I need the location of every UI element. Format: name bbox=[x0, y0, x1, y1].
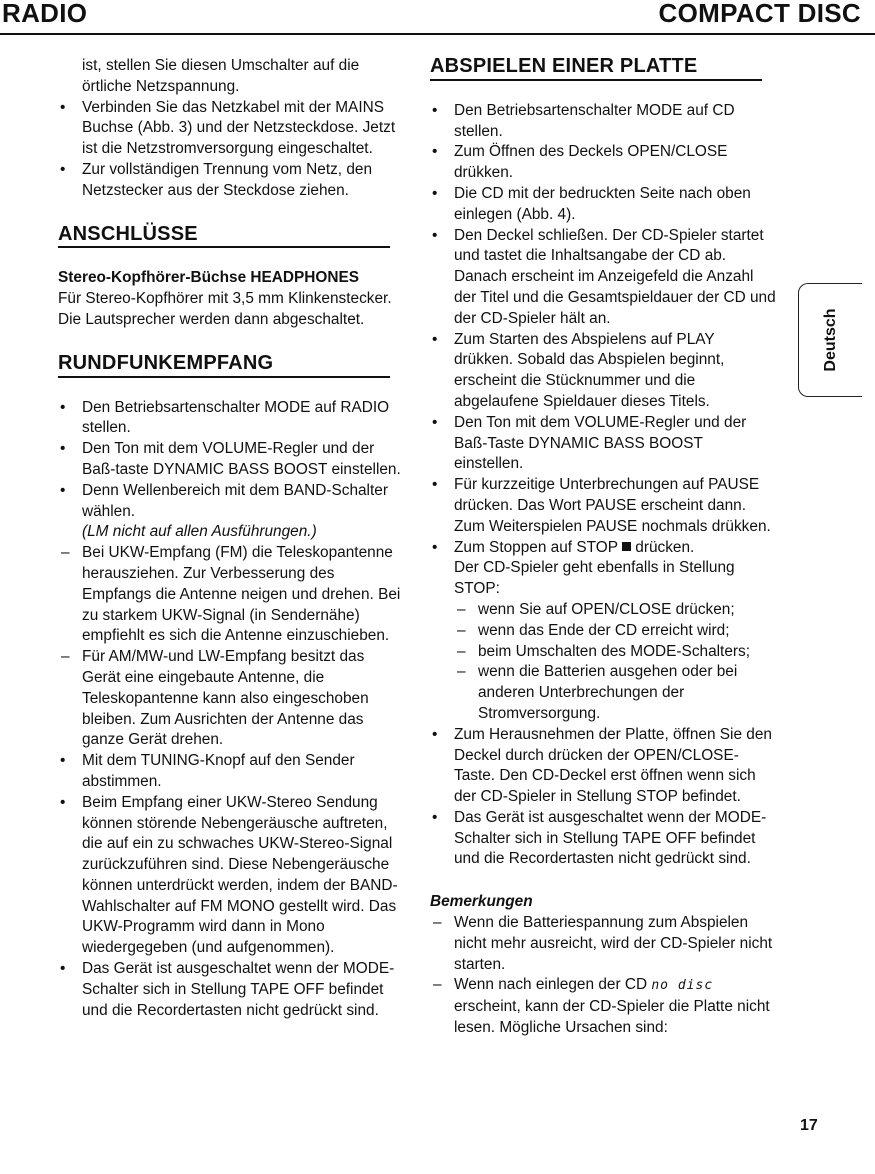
rundfunk-bullet-list-b bbox=[58, 751, 402, 1021]
stop-followup: Der CD-Spieler geht ebenfalls in Stellung STOP: bbox=[454, 559, 735, 598]
rundfunk-dash-2: – Für AM/MW-und LW-Empfang besitzt das Gerät eine eingebaute Antenne, die Teleskopantenne kann also eingeschoben bleiben. Zum Ausrichten der Antenne das ganze Gerät drehen. bbox=[58, 647, 402, 751]
heading-rundfunkempfang: RUNDFUNKEMPFANG bbox=[58, 353, 390, 378]
stop-dash-1: – wenn Sie auf OPEN/CLOSE drücken; bbox=[454, 600, 776, 621]
stop-text-after: drücken. bbox=[635, 538, 695, 556]
remarks-dash-2-after: erscheint, kann der CD-Spieler die Platte nicht lesen. Mögliche Ursachen sind: bbox=[454, 998, 770, 1037]
remarks-dash-2-before: Wenn nach einlegen der CD bbox=[454, 976, 648, 994]
intro-continued-text: ist, stellen Sie diesen Umschalter auf die örtliche Netzspannung. bbox=[82, 57, 360, 95]
stop-dash-3: – beim Umschalten des MODE-Schalters; bbox=[454, 642, 776, 663]
header-title-compact-disc: COMPACT DISC bbox=[658, 0, 861, 28]
cd-bullet-7: • Für kurzzeitige Unterbrechungen auf PAUSE drücken. Das Wort PAUSE erscheint dann. Zum Weiterspielen PAUSE nochmals drükken. bbox=[430, 475, 776, 537]
left-column bbox=[58, 56, 402, 1021]
remarks-dash-1: – Wenn die Batteriespannung zum Abspielen nicht mehr ausreicht, wird der CD-Spieler nicht starten. bbox=[430, 913, 776, 975]
stop-text-before: Zum Stoppen auf STOP bbox=[454, 538, 618, 556]
rundfunk-bullet-6: • Das Gerät ist ausgeschaltet wenn der MODE-Schalter sich in Stellung TAPE OFF befindet und die Recordertasten nicht gedrückt sind. bbox=[58, 959, 402, 1021]
rundfunk-bullet-3: • Denn Wellenbereich mit dem BAND-Schalter wählen. bbox=[58, 481, 402, 523]
rundfunk-bullet-1: • Den Betriebsartenschalter MODE auf RADIO stellen. bbox=[58, 398, 402, 440]
heading-anschluesse: ANSCHLÜSSE bbox=[58, 224, 390, 249]
cd-bullet-1: • Den Betriebsartenschalter MODE auf CD stellen. bbox=[430, 101, 776, 143]
remarks-dash-list bbox=[430, 913, 776, 1039]
rundfunk-bullet-2: • Den Ton mit dem VOLUME-Regler und der Baß-taste DYNAMIC BASS BOOST einstellen. bbox=[58, 439, 402, 481]
header-rule bbox=[0, 33, 875, 35]
cd-bullet-4: • Den Deckel schließen. Der CD-Spieler startet und tastet die Inhaltsangabe der CD ab. Danach erscheint im Anzeigefeld die Anzahl der Titel und die Gesamtspieldauer der CD und der CD-Spieler hält an. bbox=[430, 226, 776, 330]
cd-bullet-8: • Zum Herausnehmen der Platte, öffnen Sie den Deckel durch drücken der OPEN/CLOSE-Taste. Den CD-Deckel erst öffnen wenn sich der CD-Spieler in Stellung STOP befindet. bbox=[430, 725, 776, 808]
rundfunk-bullet-4: • Mit dem TUNING-Knopf auf den Sender abstimmen. bbox=[58, 751, 402, 793]
page-number: 17 bbox=[800, 1117, 818, 1134]
headphones-text: Für Stereo-Kopfhörer mit 3,5 mm Klinkenstecker. Die Lautsprecher werden dann abgeschaltet. bbox=[58, 290, 392, 328]
remarks-title: Bemerkungen bbox=[430, 893, 533, 911]
language-tab-label: Deutsch bbox=[821, 308, 839, 372]
heading-abspielen: ABSPIELEN EINER PLATTE bbox=[430, 56, 762, 81]
remarks-dash-2 bbox=[430, 975, 776, 1038]
subheading-headphones: Stereo-Kopfhörer-Büchse HEADPHONES bbox=[58, 269, 360, 287]
language-tab bbox=[798, 283, 862, 397]
cd-bullet-list bbox=[430, 101, 776, 870]
cd-bullet-5: • Zum Starten des Abspielens auf PLAY drükken. Sobald das Abspielen beginnt, erscheint die Stücknummer und die abgelaufene Spieldauer dieses Titels. bbox=[430, 330, 776, 413]
cd-bullet-6: • Den Ton mit dem VOLUME-Regler und der Baß-Taste DYNAMIC BASS BOOST einstellen. bbox=[430, 413, 776, 475]
rundfunk-bullet-5: • Beim Empfang einer UKW-Stereo Sendung können störende Nebengeräusche auftreten, die auf ein zu schwaches UKW-Stereo-Signal zurückzuführen sind. Diese Nebengeräusche können unterdrückt werden, indem der BAND-Wahlschalter auf FM MONO gestellt wird. Das UKW-Programm wird dann in Mono wiedergegeben (und aufgenommen). bbox=[58, 793, 402, 959]
intro-bullet-list bbox=[58, 98, 402, 202]
stop-dash-2: – wenn das Ende der CD erreicht wird; bbox=[454, 621, 776, 642]
stop-dash-list bbox=[454, 600, 776, 725]
cd-bullet-9: • Das Gerät ist ausgeschaltet wenn der MODE-Schalter sich in Stellung TAPE OFF befindet und die Recordertasten nicht gedrückt sind. bbox=[430, 808, 776, 870]
header-title-radio: RADIO bbox=[2, 0, 88, 28]
rundfunk-dash-list bbox=[58, 543, 402, 751]
stop-dash-4: – wenn die Batterien ausgehen oder bei anderen Unterbrechungen der Stromversorgung. bbox=[454, 662, 776, 724]
rundfunk-lm-note: (LM nicht auf allen Ausführungen.) bbox=[82, 523, 317, 541]
stop-square-icon bbox=[622, 542, 631, 551]
cd-bullet-2: • Zum Öffnen des Deckels OPEN/CLOSE drükken. bbox=[430, 142, 776, 184]
right-column bbox=[430, 56, 776, 1039]
rundfunk-dash-1: – Bei UKW-Empfang (FM) die Teleskopantenne herausziehen. Zur Verbesserung des Empfangs die Antenne neigen und drehen. Bei zu starkem UKW-Signal (in Sendernähe) empfiehlt es sich die Antenne einzuschieben. bbox=[58, 543, 402, 647]
cd-bullet-3: • Die CD mit der bedruckten Seite nach oben einlegen (Abb. 4). bbox=[430, 184, 776, 226]
lcd-no-disc-display: no disc bbox=[651, 978, 714, 994]
rundfunk-bullet-list-a bbox=[58, 398, 402, 523]
cd-bullet-stop bbox=[430, 538, 776, 725]
intro-bullet-2: • Zur vollständigen Trennung vom Netz, den Netzstecker aus der Steckdose ziehen. bbox=[58, 160, 402, 202]
intro-bullet-1: • Verbinden Sie das Netzkabel mit der MAINS Buchse (Abb. 3) und der Netzsteckdose. Jetzt ist die Netzstromversorgung eingeschaltet. bbox=[58, 98, 402, 160]
